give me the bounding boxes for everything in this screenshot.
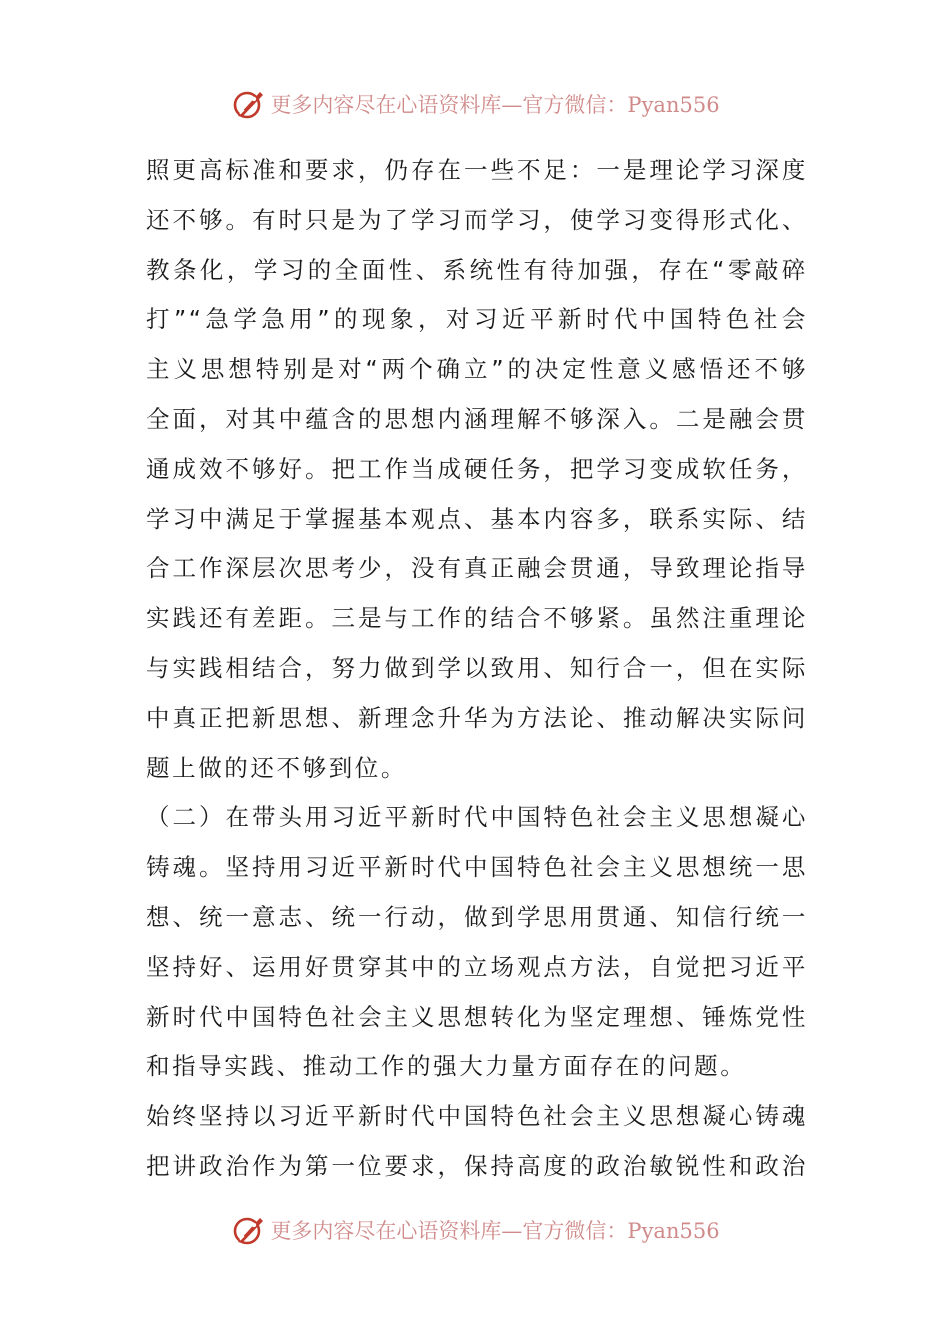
text-line: 和指导实践、推动工作的强大力量方面存在的问题。 [146, 1052, 747, 1081]
text-line: 坚持好、运用好贯穿其中的立场观点方法，自觉把习近平 [146, 952, 808, 981]
text-line: 与实践相结合，努力做到学以致用、知行合一，但在实际 [146, 653, 808, 682]
text-line: 还不够。有时只是为了学习而学习，使学习变得形式化、 [146, 205, 808, 234]
text-line: 通成效不够好。把工作当成硬任务，把学习变成软任务， [146, 454, 808, 483]
text-line: 想、统一意志、统一行动，做到学思用贯通、知信行统一 [146, 902, 808, 931]
section-heading-line: （二）在带头用习近平新时代中国特色社会主义思想凝心 [146, 803, 808, 832]
quill-logo-icon [230, 1212, 266, 1248]
header-banner [0, 84, 950, 124]
text-line: 把讲政治作为第一位要求，保持高度的政治敏锐性和政治 [146, 1151, 808, 1180]
header-banner-text: 更多内容尽在心语资料库—官方微信：Pyan556 [270, 93, 720, 117]
text-line: 始终坚持以习近平新时代中国特色社会主义思想凝心铸魂 [146, 1102, 808, 1131]
text-line: 题上做的还不够到位。 [146, 753, 407, 782]
footer-banner [0, 1210, 950, 1250]
footer-banner-text: 更多内容尽在心语资料库—官方微信：Pyan556 [270, 1219, 720, 1243]
text-line: 照更高标准和要求，仍存在一些不足：一是理论学习深度 [146, 156, 808, 184]
text-line: 新时代中国特色社会主义思想转化为坚定理想、锤炼党性 [146, 1002, 808, 1031]
text-line: 中真正把新思想、新理念升华为方法论、推动解决实际问 [146, 703, 808, 732]
text-line: 铸魂。坚持用习近平新时代中国特色社会主义思想统一思 [146, 853, 808, 882]
text-line: 主义思想特别是对“两个确立”的决定性意义感悟还不够 [146, 355, 808, 384]
text-line: 全面，对其中蕴含的思想内涵理解不够深入。二是融会贯 [146, 404, 808, 433]
quill-logo-icon [230, 86, 266, 122]
text-line: 合工作深层次思考少，没有真正融会贯通，导致理论指导 [146, 554, 808, 583]
text-line: 教条化，学习的全面性、系统性有待加强，存在“零敲碎 [146, 255, 808, 284]
text-line: 学习中满足于掌握基本观点、基本内容多，联系实际、结 [146, 504, 808, 533]
text-line: 打”“急学急用”的现象，对习近平新时代中国特色社会 [146, 305, 808, 334]
text-line: 实践还有差距。三是与工作的结合不够紧。虽然注重理论 [146, 604, 808, 633]
document-body [146, 146, 808, 1192]
